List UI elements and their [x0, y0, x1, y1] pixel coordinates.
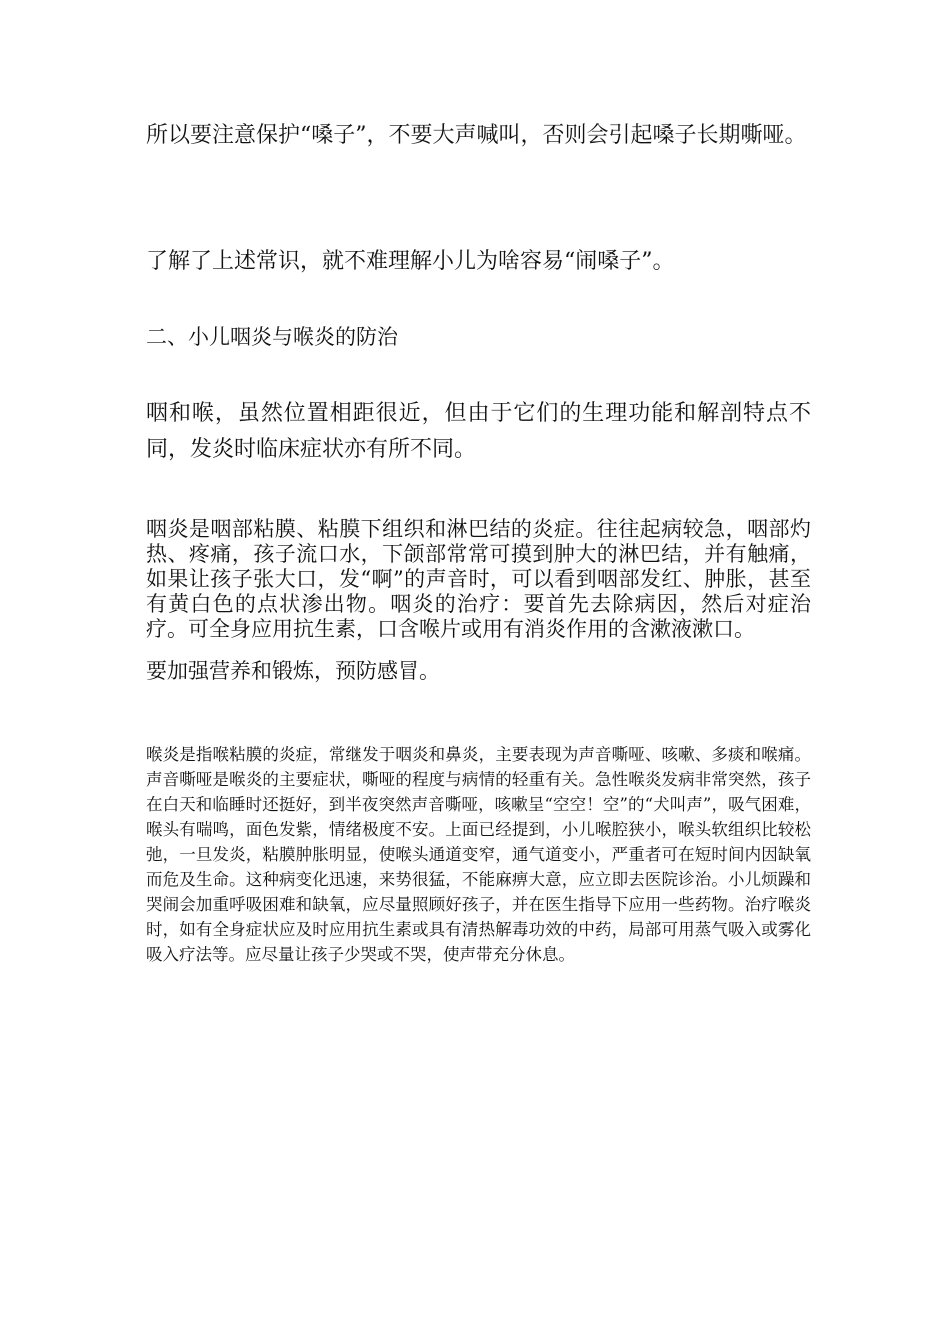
paragraph-understanding: 了解了上述常识，就不难理解小儿为啥容易“闹嗓子”。: [146, 249, 675, 274]
paragraph-pharynx-larynx: 咽和喉，虽然位置相距很近，但由于它们的生理功能和解剖特点不同，发炎时临床症状亦有所不同。: [146, 401, 811, 462]
paragraph-protect-voice: 所以要注意保护“嗓子”，不要大声喊叫，否则会引起嗓子长期嘶哑。: [146, 123, 807, 148]
paragraph-pharyngitis: 咽炎是咽部粘膜、粘膜下组织和淋巴结的炎症。往往起病较急，咽部灼热、疼痛，孩子流口水，下颌部常常可摸到肿大的淋巴结，并有触痛，如果让孩子张大口，发“啊”的声音时，可以看到咽部发红、肿胀，甚至有黄白色的点状渗出物。咽炎的治疗：要首先去除病因，然后对症治疗。可全身应用抗生素，口含喉片或用有消炎作用的含漱液漱口。: [146, 517, 811, 641]
paragraph-laryngitis: 喉炎是指喉粘膜的炎症，常继发于咽炎和鼻炎，主要表现为声音嘶哑、咳嗽、多痰和喉痛。声音嘶哑是喉炎的主要症状，嘶哑的程度与病情的轻重有关。急性喉炎发病非常突然，孩子在白天和临睡时还挺好，到半夜突然声音嘶哑，咳嗽呈“空空！空”的“犬叫声”，吸气困难，喉头有喘鸣，面色发紫，情绪极度不安。上面已经提到，小儿喉腔狭小，喉头软组织比较松弛，一旦发炎，粘膜肿胀明显，使喉头通道变窄，通气道变小，严重者可在短时间内因缺氧而危及生命。这种病变化迅速，来势很猛，不能麻痹大意，应立即去医院诊治。小儿烦躁和哭闹会加重呼吸困难和缺氧，应尽量照顾好孩子，并在医生指导下应用一些药物。治疗喉炎时，如有全身症状应及时应用抗生素或具有清热解毒功效的中药，局部可用蒸气吸入或雾化吸入疗法等。应尽量让孩子少哭或不哭，使声带充分休息。: [146, 745, 811, 964]
paragraph-nutrition: 要加强营养和锻炼，预防感冒。: [146, 659, 440, 683]
section-heading: 二、小儿咽炎与喉炎的防治: [146, 325, 398, 349]
